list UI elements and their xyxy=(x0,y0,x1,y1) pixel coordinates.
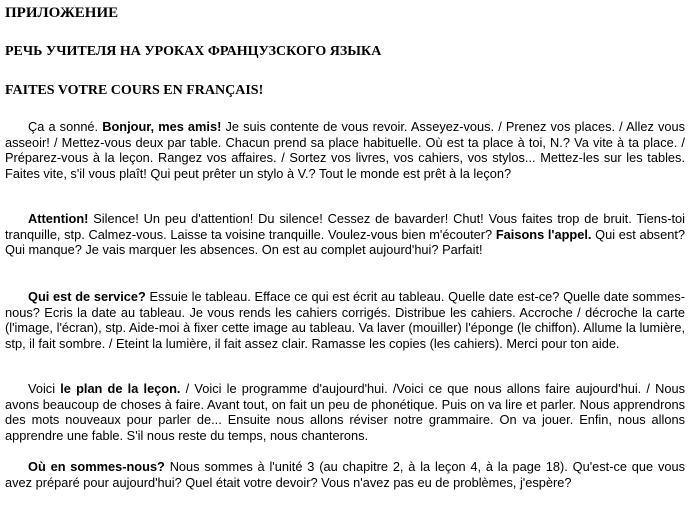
paragraph-text: Essuie le tableau. Efface ce qui est écrit au tableau. Quelle date est-ce? Quelle date sommes-nous? Ecris la date au tableau. Je vous rends les cahiers corrigés. Distribue les cahiers. Accroche / décroche la carte (l'image, l'écran), stp. Aide-moi à fixer cette image au tableau. Va laver (mouiller) l'éponge (le chiffon). Allume la lumière, stp, il fait sombre. / Eteint la lumière, il fait assez clair. Ramasse les copies (les cahiers). Merci pour ton aide. xyxy=(5,289,686,351)
paragraph-text: Ça a sonné. xyxy=(28,119,103,134)
paragraph-bold-phrase: le plan de la leçon. xyxy=(60,381,181,396)
paragraph-greeting xyxy=(5,119,685,181)
paragraph-text: Voici xyxy=(28,381,61,396)
appendix-heading: ПРИЛОЖЕНИЕ xyxy=(5,5,119,21)
paragraph-text: Je suis contente de vous revoir. Asseyez-vous. / Prenez vos places. / Allez vous asseoir! / Mettez-vous deux par table. Chacun prend sa place habituelle. Où est ta place à toi, N.? Va vite à ta place. / Préparez-vous à la leçon. Rangez vos affaires. / Sortez vos livres, vos cahiers, vos stylos... Mettez-les sur les tables. Faites vite, s'il vous plaît! Qui peut prêter un stylo à V.? Tout le monde est prêt à la leçon? xyxy=(5,119,685,181)
paragraph-text: Qui est absent? Qui manque? Je vais marquer les absences. On est au complet aujourd'hui? Parfait! xyxy=(5,226,685,258)
section-heading: РЕЧЬ УЧИТЕЛЯ НА УРОКАХ ФРАНЦУЗСКОГО ЯЗЫКА xyxy=(5,44,382,59)
paragraph-text: Nous sommes à l'unité 3 (au chapitre 2, à la leçon 4, à la page 18). Qu'est-ce que vous avez préparé pour aujourd'hui? Quel était votre devoir? Vous n'avez pas eu de problèmes, j'espère? xyxy=(5,459,685,490)
paragraph-text: Silence! Un peu d'attention! Du silence! Cessez de bavarder! Chut! Vous faites trop de bruit. Tiens-toi tranquille, stp. Calmez-vous. Laisse ta voisine tranquille. Voulez-vous bien m'écouter? xyxy=(5,211,685,242)
paragraph-bold-phrase: Faisons l'appel. xyxy=(495,226,592,242)
paragraph-attention xyxy=(5,211,685,258)
paragraph-progress xyxy=(5,459,685,490)
subsection-heading: FAITES VOTRE COURS EN FRANÇAIS! xyxy=(5,83,264,98)
paragraph-text: / Voici le programme d'aujourd'hui. /Voici ce que nous allons faire aujourd'hui. / Nous avons beaucoup de choses à faire. Avant tout, on fait un peu de phonétique. Puis on va lire et parler. Nous apprendrons des mots nouveaux pour parler de... Ensuite nous allons réviser notre grammaire. On va jouer. Enfin, nous allons apprendre une fable. S'il nous reste du temps, nous chanterons. xyxy=(5,381,685,443)
paragraph-service xyxy=(5,289,685,351)
paragraph-bold-phrase: Où en sommes-nous? xyxy=(28,459,165,474)
paragraph-bold-phrase: Qui est de service? xyxy=(28,289,146,304)
paragraph-lesson-plan xyxy=(5,381,685,443)
paragraph-bold-phrase: Bonjour, mes amis! xyxy=(102,119,222,134)
paragraph-bold-phrase: Attention! xyxy=(28,211,89,226)
